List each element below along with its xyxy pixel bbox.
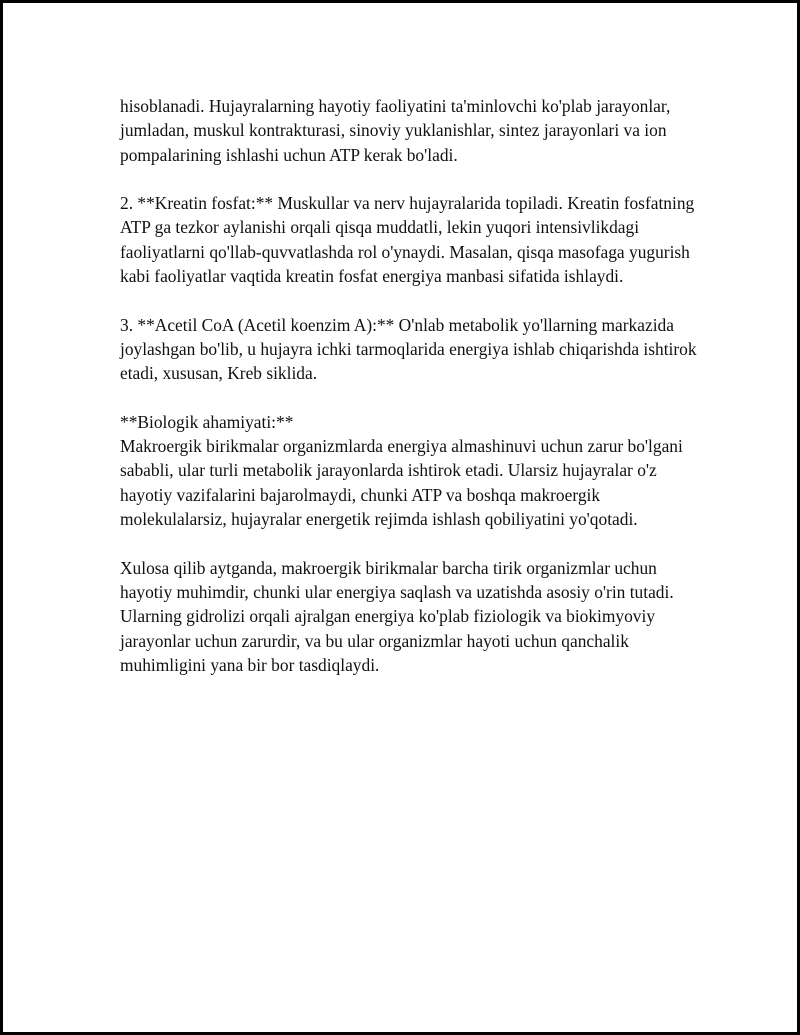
- paragraph-kreatin-fosfat: 2. **Kreatin fosfat:** Muskullar va nerv hujayralarida topiladi. Kreatin fosfatning ATP ga tezkor aylanishi orqali qisqa muddatli, lekin yuqori intensivlikdagi faoliyatlarni qo'llab-quvvatlashda rol o'ynaydi. Masalan, qisqa masofaga yugurish kabi faoliyatlar vaqtida kreatin fosfat energiya manbasi sifatida ishlaydi.: [120, 193, 695, 287]
- section-heading-biologik-ahamiyati: **Biologik ahamiyati:**: [120, 411, 294, 432]
- paragraph-acetil-coa: 3. **Acetil CoA (Acetil koenzim A):** O'nlab metabolik yo'llarning markazida joylashgan bo'lib, u hujayra ichki tarmoqlarida energiya ishlab chiqarishda ishtirok etadi, xususan, Kreb siklida.: [120, 314, 697, 384]
- paragraph-xulosa: Xulosa qilib aytganda, makroergik birikmalar barcha tirik organizmlar uchun hayotiy muhimdir, chunki ular energiya saqlash va uzatishda asosiy o'rin tutadi. Ularning gidrolizi orqali ajralgan energiya ko'plab fiziologik va biokimyoviy jarayonlar uchun zarurdir, va bu ular organizmlar hayoti uchun qanchalik muhimligini yana bir bor tasdiqlaydi.: [120, 557, 674, 675]
- paragraph-biologik-ahamiyati: Makroergik birikmalar organizmlarda energiya almashinuvi uchun zarur bo'lgani sababli, ular turli metabolik jarayonlarda ishtirok etadi. Ularsiz hujayralar o'z hayotiy vazifalarini bajarolmaydi, chunki ATP va boshqa makroergik molekulalarsiz, hujayralar energetik rejimda ishlash qobiliyatini yo'qotadi.: [120, 436, 683, 530]
- document-body: [120, 94, 700, 701]
- paragraph-atp-continuation: hisoblanadi. Hujayralarning hayotiy faoliyatini ta'minlovchi ko'plab jarayonlar, jumladan, muskul kontrakturasi, sinoviy yuklanishlar, sintez jarayonlari va ion pompalarining ishlashi uchun ATP kerak bo'ladi.: [120, 96, 671, 165]
